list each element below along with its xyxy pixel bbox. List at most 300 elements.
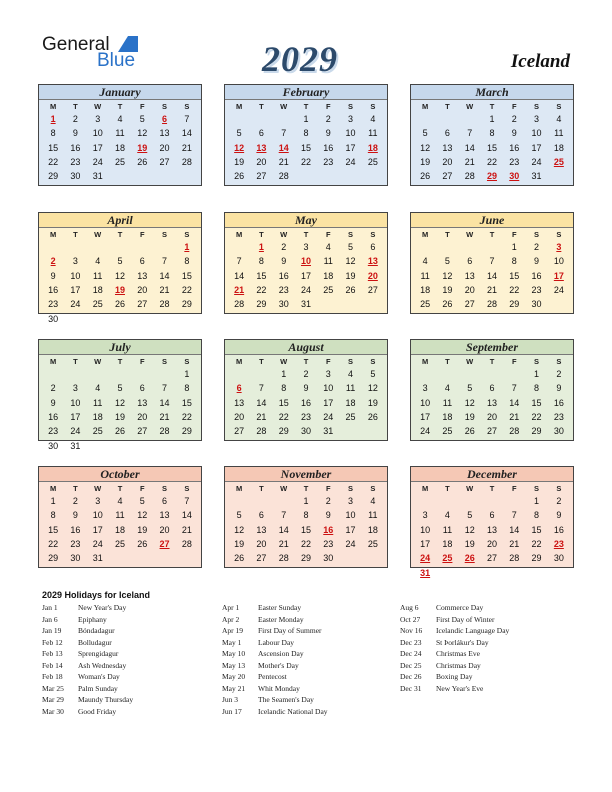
weekday-label: M <box>236 356 243 366</box>
day-cell: 23 <box>323 539 334 550</box>
holiday-name: Sprengidagur <box>78 649 119 658</box>
day-cell: 22 <box>48 157 59 168</box>
holiday-name: Palm Sunday <box>78 683 118 693</box>
day-cell: 20 <box>486 412 497 423</box>
holiday-day-cell: 17 <box>553 270 564 281</box>
holiday-date: Mar 30 <box>42 706 64 716</box>
holiday-date: Dec 25 <box>400 660 422 670</box>
day-cell: 5 <box>422 128 428 139</box>
holiday-day-cell: 6 <box>162 114 168 125</box>
day-cell: 20 <box>256 539 267 550</box>
day-cell: 30 <box>70 171 81 182</box>
holiday-date: Jan 19 <box>42 626 62 635</box>
day-cell: 16 <box>48 412 59 423</box>
day-cell: 2 <box>534 242 540 253</box>
weekday-label: W <box>466 101 474 111</box>
holiday-column <box>400 603 580 695</box>
day-cell: 8 <box>303 510 309 521</box>
day-cell: 3 <box>534 114 540 125</box>
day-cell: 29 <box>181 426 192 437</box>
day-cell: 30 <box>300 426 311 437</box>
day-cell: 4 <box>422 256 428 267</box>
holiday-row <box>400 626 580 638</box>
weekday-label: M <box>422 483 429 493</box>
empty-day-cell <box>436 367 458 381</box>
weekday-label: S <box>370 101 376 111</box>
holiday-column <box>222 603 402 718</box>
holiday-name: Pentecost <box>258 672 287 681</box>
day-cell: 1 <box>303 114 309 125</box>
day-cell: 12 <box>114 270 125 281</box>
holiday-row <box>222 672 402 684</box>
day-cell: 30 <box>553 553 564 564</box>
day-cell: 24 <box>70 426 81 437</box>
weekday-label: T <box>259 483 264 493</box>
day-cell: 24 <box>553 285 564 296</box>
empty-day-cell <box>131 240 153 254</box>
empty-day-cell <box>525 565 547 579</box>
weekday-label: W <box>94 483 102 493</box>
empty-day-cell <box>414 112 436 126</box>
day-cell: 14 <box>181 510 192 521</box>
month-november <box>224 466 388 568</box>
day-cell: 27 <box>159 157 170 168</box>
day-cell: 3 <box>303 242 309 253</box>
weekday-label: T <box>73 101 78 111</box>
holiday-date: Jan 6 <box>42 614 58 624</box>
day-cell: 15 <box>531 397 542 408</box>
day-cell: 26 <box>345 285 356 296</box>
holiday-day-cell: 23 <box>553 539 564 550</box>
day-cell: 23 <box>300 412 311 423</box>
empty-day-cell <box>64 367 86 381</box>
weekday-label: T <box>303 101 309 111</box>
day-cell: 15 <box>300 142 311 153</box>
day-cell: 1 <box>489 114 495 125</box>
weekday-label: S <box>348 483 354 493</box>
day-cell: 17 <box>420 412 431 423</box>
weekday-label: T <box>445 356 450 366</box>
empty-day-cell <box>42 240 64 254</box>
day-cell: 2 <box>72 496 78 507</box>
day-cell: 9 <box>303 383 309 394</box>
empty-day-cell <box>250 367 272 381</box>
weekday-label: S <box>162 229 168 239</box>
day-cell: 16 <box>531 270 542 281</box>
day-cell: 30 <box>48 440 59 451</box>
empty-day-cell <box>109 169 131 183</box>
holiday-day-cell: 13 <box>367 256 378 267</box>
holiday-date: May 20 <box>222 672 246 681</box>
month-june <box>410 212 574 314</box>
day-cell: 10 <box>553 256 564 267</box>
holiday-day-cell: 24 <box>420 553 431 564</box>
day-cell: 22 <box>181 285 192 296</box>
day-cell: 1 <box>184 369 190 380</box>
holiday-row <box>400 638 580 650</box>
day-cell: 12 <box>464 397 475 408</box>
holiday-name: St Þorlákur's Day <box>436 637 489 647</box>
holiday-date: May 10 <box>222 649 246 658</box>
weekday-label: S <box>556 229 562 239</box>
holiday-row <box>400 615 580 627</box>
weekday-label: T <box>303 229 309 239</box>
day-cell: 13 <box>442 142 453 153</box>
holiday-row <box>42 707 222 719</box>
day-cell: 21 <box>159 285 170 296</box>
day-cell: 26 <box>442 299 453 310</box>
day-cell: 20 <box>159 524 170 535</box>
empty-day-cell <box>459 112 481 126</box>
empty-day-cell <box>481 240 503 254</box>
day-cell: 7 <box>184 496 190 507</box>
holiday-name: Commerce Day <box>436 603 484 612</box>
day-cell: 19 <box>137 524 148 535</box>
day-cell: 24 <box>323 412 334 423</box>
day-cell: 7 <box>511 510 517 521</box>
weekday-label: W <box>466 229 474 239</box>
holiday-day-cell: 16 <box>323 524 334 535</box>
day-cell: 13 <box>464 270 475 281</box>
day-cell: 9 <box>556 510 562 521</box>
holiday-date: Apr 19 <box>222 626 244 635</box>
day-cell: 12 <box>420 142 431 153</box>
day-cell: 23 <box>48 299 59 310</box>
day-cell: 26 <box>114 299 125 310</box>
day-cell: 17 <box>323 397 334 408</box>
day-cell: 29 <box>531 426 542 437</box>
weekday-label: T <box>303 483 309 493</box>
day-cell: 19 <box>234 157 245 168</box>
day-cell: 21 <box>181 524 192 535</box>
day-cell: 29 <box>48 553 59 564</box>
day-cell: 21 <box>159 412 170 423</box>
day-cell: 10 <box>420 397 431 408</box>
holiday-day-cell: 31 <box>420 567 431 578</box>
day-cell: 1 <box>281 369 287 380</box>
weekday-label: S <box>348 229 354 239</box>
month-name: September <box>411 340 573 355</box>
day-cell: 29 <box>181 299 192 310</box>
weekday-label: T <box>73 229 78 239</box>
holiday-day-cell: 25 <box>442 553 453 564</box>
day-cell: 9 <box>281 256 287 267</box>
day-cell: 31 <box>92 553 103 564</box>
day-cell: 8 <box>258 256 264 267</box>
weekday-label: T <box>445 483 450 493</box>
day-cell: 6 <box>139 383 145 394</box>
holiday-date: May 13 <box>222 660 246 670</box>
day-cell: 17 <box>531 142 542 153</box>
weekday-label: S <box>162 483 168 493</box>
empty-day-cell <box>87 311 109 325</box>
day-cell: 8 <box>50 128 56 139</box>
day-cell: 2 <box>325 496 331 507</box>
weekday-label: T <box>259 356 264 366</box>
day-cell: 13 <box>137 397 148 408</box>
empty-day-cell <box>42 367 64 381</box>
day-cell: 3 <box>72 383 78 394</box>
holiday-day-cell: 19 <box>114 285 125 296</box>
holiday-row <box>222 707 402 719</box>
day-cell: 5 <box>117 256 123 267</box>
day-cell: 30 <box>553 426 564 437</box>
month-name: October <box>39 467 201 482</box>
day-cell: 28 <box>278 553 289 564</box>
day-cell: 20 <box>234 412 245 423</box>
day-cell: 4 <box>325 242 331 253</box>
day-cell: 21 <box>278 539 289 550</box>
day-cell: 10 <box>345 128 356 139</box>
day-cell: 11 <box>442 524 453 535</box>
holiday-date: Feb 18 <box>42 672 63 681</box>
day-cell: 3 <box>325 369 331 380</box>
day-cell: 8 <box>303 128 309 139</box>
day-cell: 6 <box>489 383 495 394</box>
weekday-label: T <box>73 483 78 493</box>
weekday-label: M <box>50 356 57 366</box>
day-cell: 9 <box>534 256 540 267</box>
day-cell: 20 <box>486 539 497 550</box>
day-cell: 16 <box>70 142 81 153</box>
day-cell: 19 <box>114 412 125 423</box>
empty-day-cell <box>131 311 153 325</box>
holiday-day-cell: 1 <box>184 242 190 253</box>
month-august <box>224 339 388 441</box>
day-cell: 8 <box>281 383 287 394</box>
day-cell: 13 <box>159 128 170 139</box>
holiday-date: Jan 1 <box>42 603 58 612</box>
day-cell: 13 <box>486 524 497 535</box>
day-cell: 23 <box>48 426 59 437</box>
day-cell: 26 <box>464 426 475 437</box>
day-cell: 27 <box>367 285 378 296</box>
empty-day-cell <box>481 494 503 508</box>
day-cell: 18 <box>323 270 334 281</box>
day-cell: 4 <box>348 369 354 380</box>
day-cell: 11 <box>442 397 453 408</box>
month-name: December <box>411 467 573 482</box>
weekday-label: S <box>534 229 540 239</box>
holiday-day-cell: 3 <box>556 242 562 253</box>
day-cell: 10 <box>345 510 356 521</box>
day-cell: 18 <box>553 142 564 153</box>
day-cell: 6 <box>370 242 376 253</box>
day-cell: 29 <box>278 426 289 437</box>
holiday-name: Mother's Day <box>258 660 299 670</box>
weekday-label: S <box>534 101 540 111</box>
empty-day-cell <box>176 551 198 565</box>
day-cell: 7 <box>236 256 242 267</box>
day-cell: 11 <box>93 270 103 281</box>
day-cell: 6 <box>258 128 264 139</box>
holiday-row <box>222 684 402 696</box>
empty-day-cell <box>250 112 272 126</box>
day-cell: 3 <box>422 510 428 521</box>
day-cell: 31 <box>323 426 334 437</box>
day-cell: 13 <box>256 524 267 535</box>
day-cell: 27 <box>486 426 497 437</box>
day-cell: 19 <box>367 397 378 408</box>
day-cell: 14 <box>509 524 520 535</box>
day-cell: 9 <box>50 270 56 281</box>
day-cell: 28 <box>256 426 267 437</box>
day-cell: 5 <box>444 256 450 267</box>
holiday-name: Easter Monday <box>258 614 304 624</box>
holiday-day-cell: 10 <box>300 256 311 267</box>
holiday-day-cell: 26 <box>464 553 475 564</box>
empty-day-cell <box>362 169 384 183</box>
day-cell: 24 <box>420 426 431 437</box>
day-cell: 11 <box>554 128 564 139</box>
day-cell: 19 <box>234 539 245 550</box>
holiday-date: Feb 13 <box>42 649 63 658</box>
day-cell: 9 <box>556 383 562 394</box>
holiday-date: Feb 14 <box>42 660 63 670</box>
day-cell: 31 <box>92 171 103 182</box>
empty-day-cell <box>436 112 458 126</box>
day-cell: 9 <box>325 128 331 139</box>
holiday-name: Good Friday <box>78 706 117 716</box>
day-cell: 16 <box>323 142 334 153</box>
holiday-day-cell: 21 <box>234 285 245 296</box>
day-cell: 5 <box>236 128 242 139</box>
empty-day-cell <box>87 240 109 254</box>
weekday-label: M <box>422 101 429 111</box>
empty-day-cell <box>273 112 295 126</box>
day-cell: 26 <box>114 426 125 437</box>
weekday-label: S <box>534 356 540 366</box>
month-july <box>38 339 202 451</box>
day-cell: 16 <box>509 142 520 153</box>
weekday-label: T <box>489 229 495 239</box>
day-cell: 30 <box>531 299 542 310</box>
holiday-row <box>42 638 222 650</box>
day-cell: 23 <box>531 285 542 296</box>
day-cell: 4 <box>370 114 376 125</box>
holiday-day-cell: 30 <box>509 171 520 182</box>
month-september <box>410 339 574 441</box>
day-cell: 10 <box>420 524 431 535</box>
day-cell: 7 <box>467 128 473 139</box>
empty-day-cell <box>153 311 175 325</box>
day-cell: 8 <box>511 256 517 267</box>
day-cell: 15 <box>509 270 520 281</box>
day-cell: 12 <box>137 128 148 139</box>
day-cell: 5 <box>467 510 473 521</box>
weekday-label: T <box>117 356 123 366</box>
day-cell: 22 <box>531 539 542 550</box>
holiday-date: Dec 23 <box>400 637 422 647</box>
weekday-label: W <box>280 229 288 239</box>
weekday-label: F <box>511 483 517 493</box>
day-cell: 15 <box>486 142 497 153</box>
weekday-label: F <box>325 483 331 493</box>
day-cell: 23 <box>553 412 564 423</box>
calendar-year: 2029 <box>262 39 338 79</box>
month-february <box>224 84 388 186</box>
day-cell: 1 <box>303 496 309 507</box>
day-cell: 2 <box>281 242 287 253</box>
empty-day-cell <box>153 551 175 565</box>
weekday-label: S <box>348 101 354 111</box>
holiday-row <box>222 626 402 638</box>
empty-day-cell <box>481 367 503 381</box>
day-cell: 6 <box>489 510 495 521</box>
holiday-row <box>42 684 222 696</box>
day-cell: 9 <box>72 128 78 139</box>
empty-day-cell <box>131 551 153 565</box>
day-cell: 17 <box>300 270 311 281</box>
holiday-name: Easter Sunday <box>258 603 302 612</box>
weekday-label: S <box>534 483 540 493</box>
day-cell: 25 <box>114 157 125 168</box>
empty-day-cell <box>548 565 570 579</box>
holiday-name: Maundy Thursday <box>78 695 134 704</box>
holiday-row <box>42 649 222 661</box>
day-cell: 6 <box>467 256 473 267</box>
day-cell: 5 <box>348 242 354 253</box>
weekday-label: T <box>117 483 123 493</box>
day-cell: 30 <box>48 313 59 324</box>
day-cell: 4 <box>95 256 101 267</box>
day-cell: 4 <box>444 510 450 521</box>
logo-general-text: General <box>42 34 110 55</box>
day-cell: 19 <box>442 285 453 296</box>
empty-day-cell <box>153 367 175 381</box>
day-cell: 27 <box>256 553 267 564</box>
day-cell: 20 <box>464 285 475 296</box>
weekday-label: W <box>94 101 102 111</box>
day-cell: 28 <box>234 299 245 310</box>
day-cell: 11 <box>345 383 356 394</box>
day-cell: 28 <box>181 539 192 550</box>
day-cell: 24 <box>92 157 103 168</box>
holiday-row <box>222 695 402 707</box>
day-cell: 4 <box>556 114 562 125</box>
holiday-date: Aug 6 <box>400 603 419 612</box>
day-cell: 25 <box>92 426 103 437</box>
day-cell: 29 <box>256 299 267 310</box>
day-cell: 31 <box>531 171 542 182</box>
day-cell: 10 <box>531 128 542 139</box>
day-cell: 3 <box>95 114 101 125</box>
day-cell: 10 <box>92 128 103 139</box>
day-cell: 27 <box>137 426 148 437</box>
day-cell: 15 <box>181 397 192 408</box>
holiday-name: Bóndadagur <box>78 626 115 635</box>
day-cell: 24 <box>531 157 542 168</box>
holiday-name: New Year's Eve <box>436 683 484 693</box>
day-cell: 10 <box>92 510 103 521</box>
empty-day-cell <box>317 169 339 183</box>
weekday-label: T <box>489 356 495 366</box>
day-cell: 7 <box>258 383 264 394</box>
day-cell: 15 <box>48 524 59 535</box>
weekday-label: T <box>73 356 78 366</box>
day-cell: 14 <box>181 128 192 139</box>
weekday-label: F <box>139 101 145 111</box>
empty-day-cell <box>176 311 198 325</box>
day-cell: 26 <box>234 553 245 564</box>
holiday-day-cell: 20 <box>367 270 378 281</box>
empty-day-cell <box>228 367 250 381</box>
day-cell: 4 <box>95 383 101 394</box>
day-cell: 2 <box>325 114 331 125</box>
day-cell: 22 <box>300 539 311 550</box>
holiday-day-cell: 2 <box>50 256 56 267</box>
weekday-label: F <box>325 101 331 111</box>
